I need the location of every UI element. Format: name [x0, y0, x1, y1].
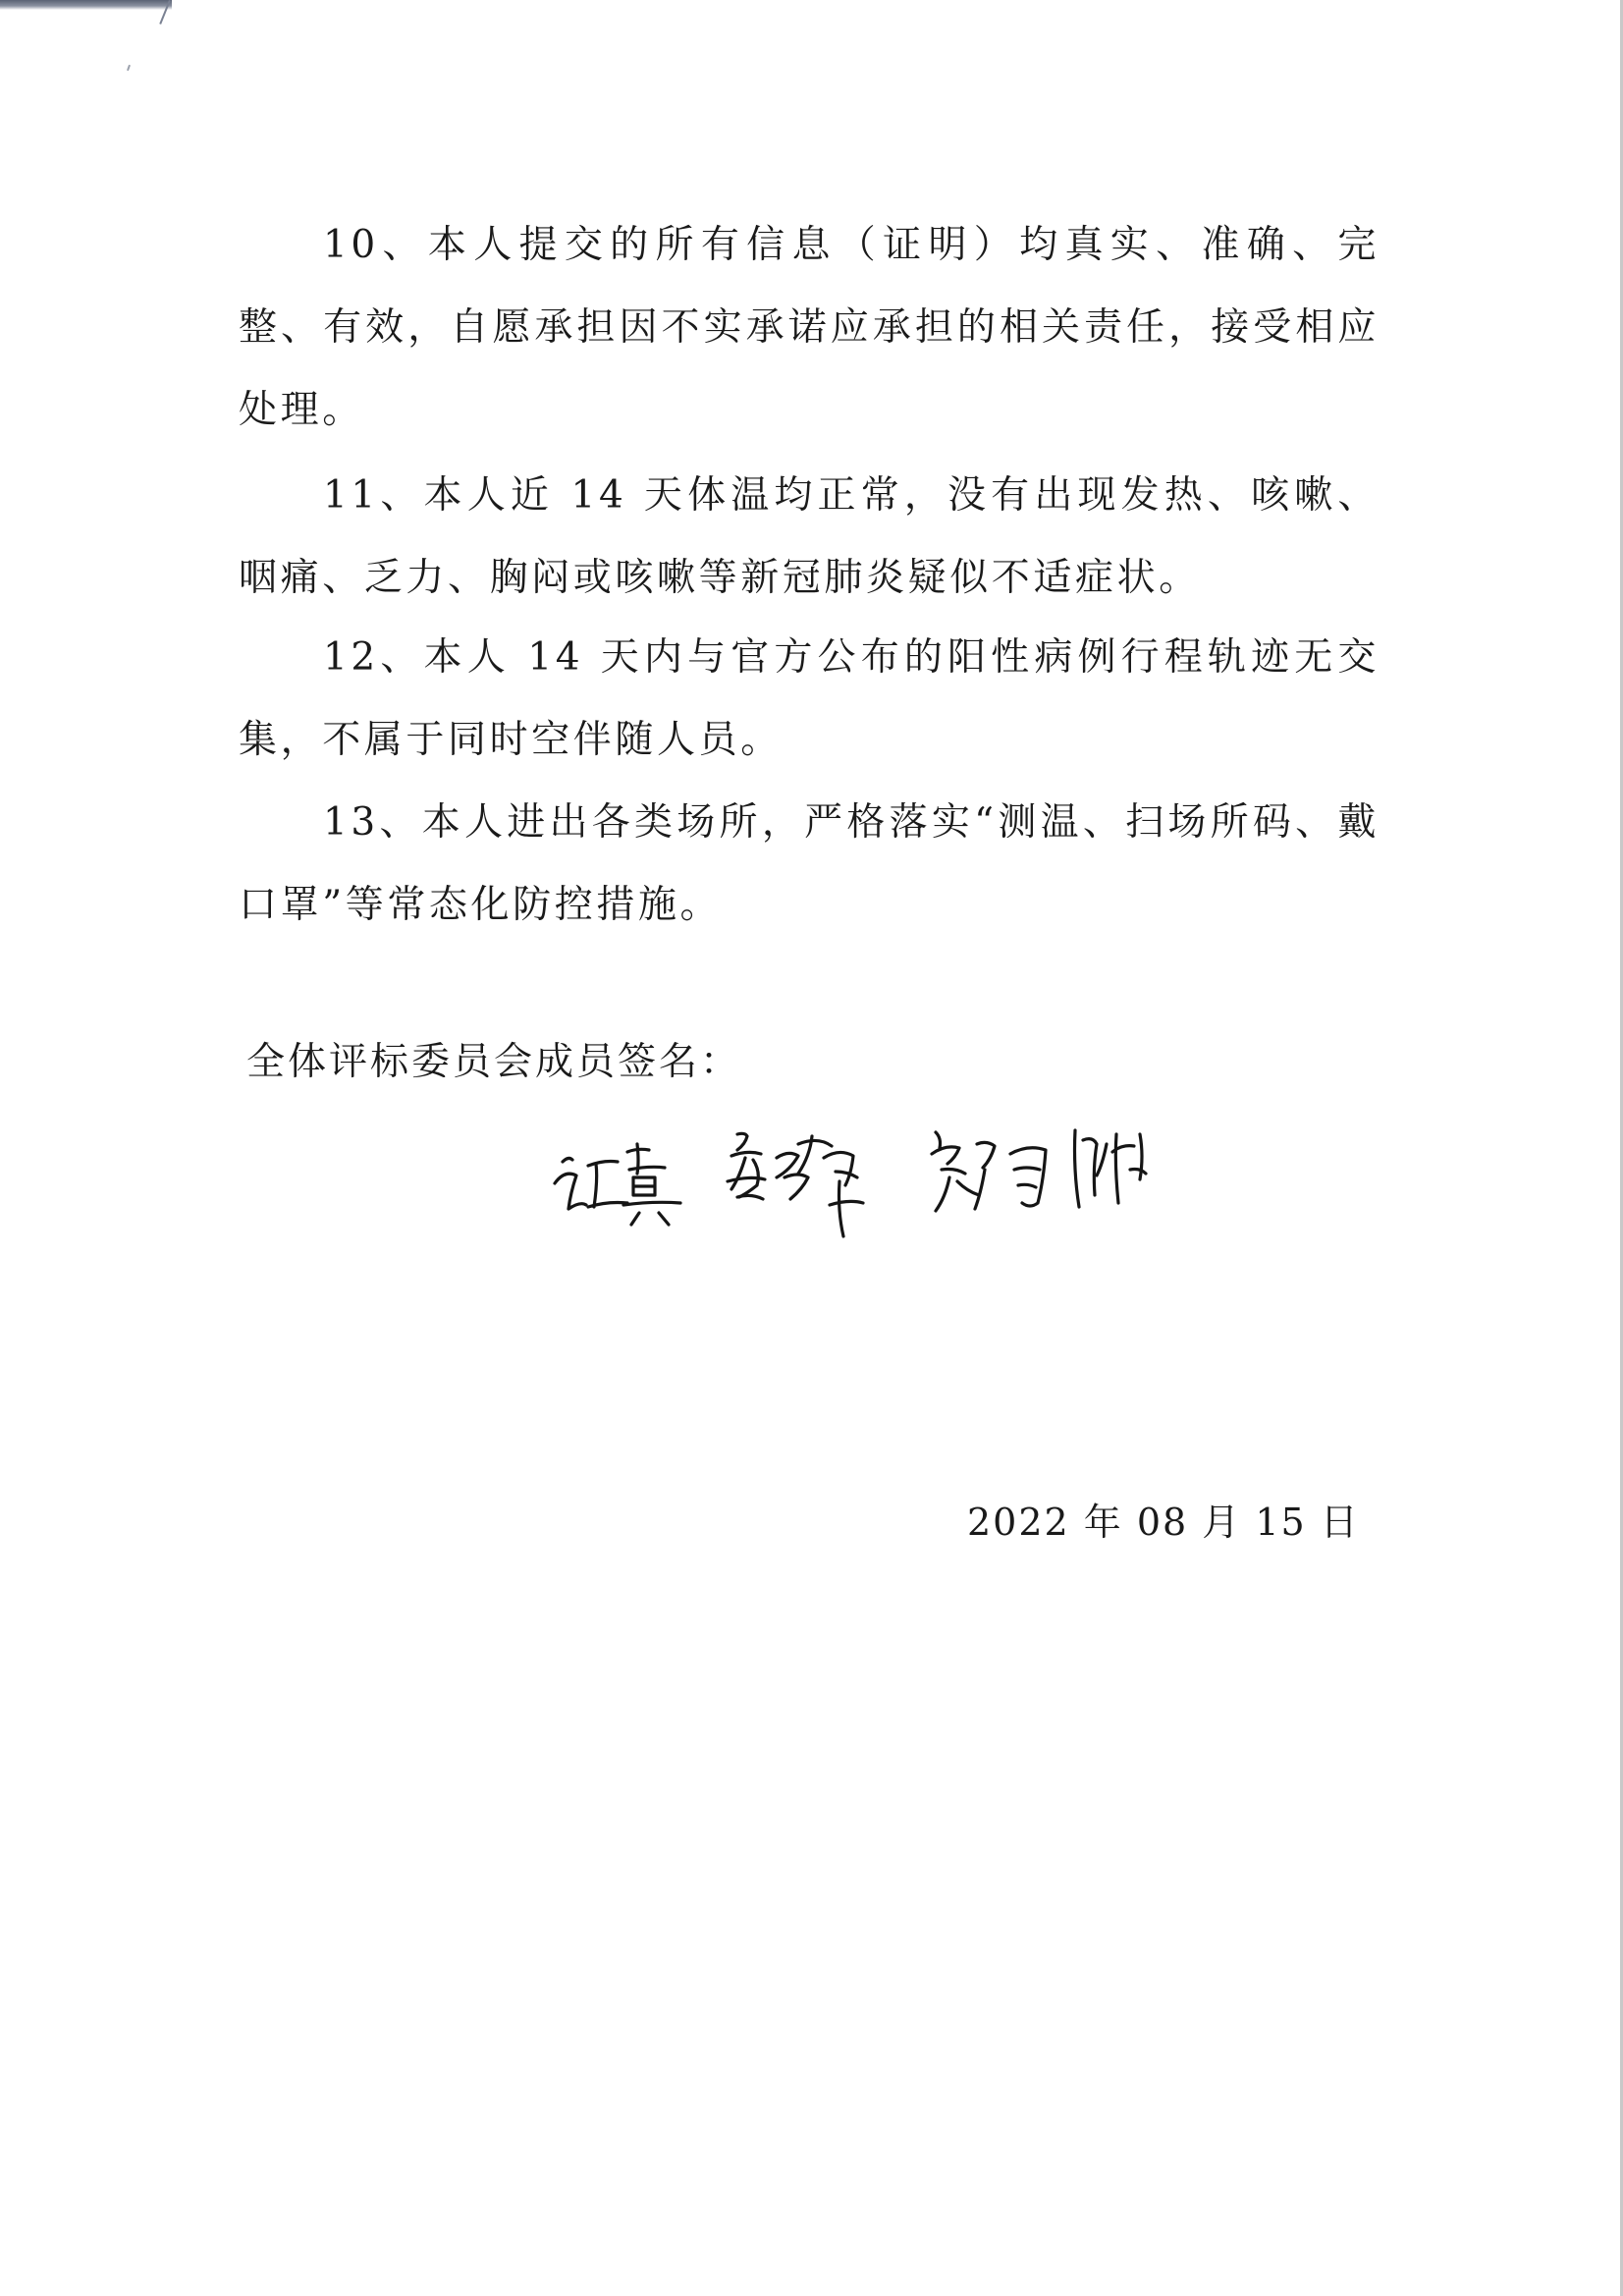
- paragraph-item-11: 11、本人近 14 天体温均正常，没有出现发热、咳嗽、咽痛、乏力、胸闷或咳嗽等新冠肺炎疑似不适症状。: [239, 473, 1380, 600]
- date-line: 2022 年 08 月 15 日: [967, 1501, 1360, 1544]
- paragraph-item-10: 10、本人提交的所有信息（证明）均真实、准确、完整、有效，自愿承担因不实承诺应承担的相关责任，接受相应处理。: [239, 223, 1380, 432]
- signature-3: [932, 1130, 1146, 1211]
- paragraph-item-13: 13、本人进出各类场所，严格落实“测温、扫场所码、戴口罩”等常态化防控措施。: [239, 800, 1380, 927]
- paragraph-item-12: 12、本人 14 天内与官方公布的阳性病例行程轨迹无交集，不属于同时空伴随人员。: [239, 635, 1380, 762]
- signature-1: [555, 1144, 680, 1225]
- handwritten-signatures: [545, 1075, 1311, 1242]
- signature-label: 全体评标委员会成员签名：: [246, 1040, 742, 1084]
- signature-2: [728, 1133, 863, 1236]
